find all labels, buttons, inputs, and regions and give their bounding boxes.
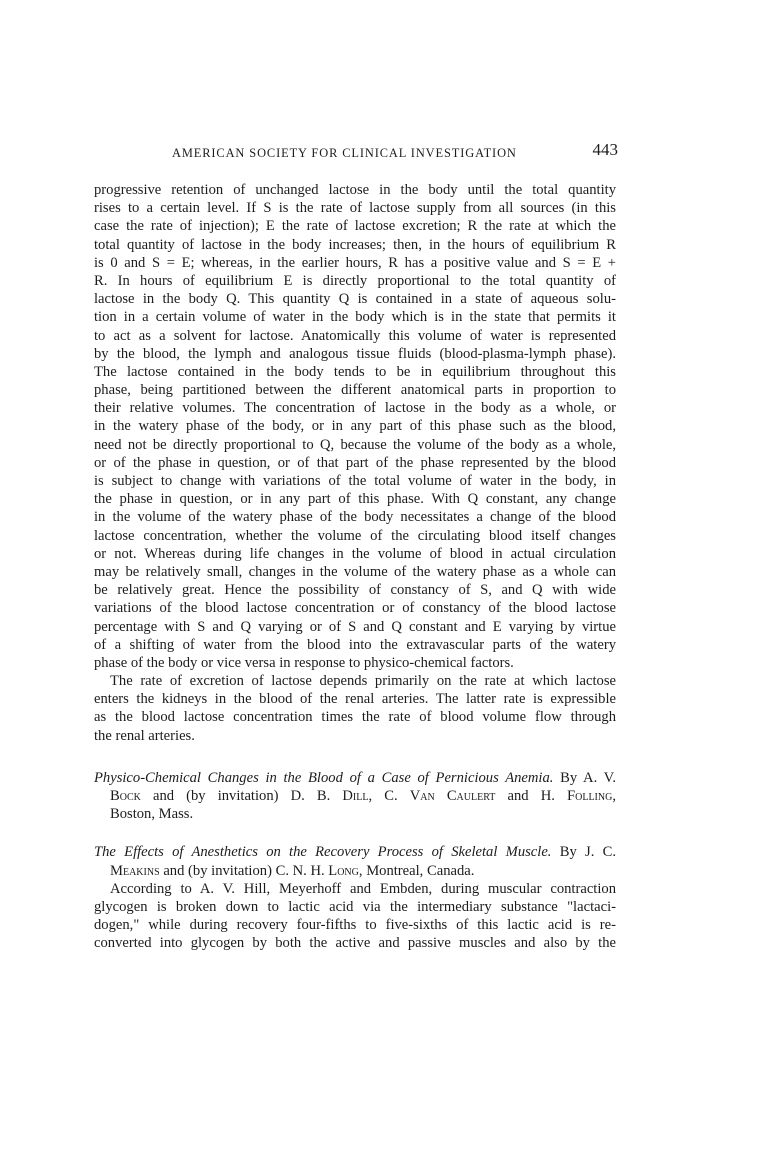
- text-line: to act as a solvent for lactose. Anatomically this volume of water is represented: [94, 327, 616, 344]
- text-line: their relative volumes. The concentration of lactose in the body as a whole, or: [94, 400, 616, 417]
- spacer: [94, 823, 616, 843]
- text-line: be relatively great. Hence the possibility of constancy of S, and Q with wide: [94, 582, 616, 599]
- author-line: [94, 862, 616, 880]
- author-name: Folling: [567, 788, 613, 804]
- text-line: progressive retention of unchanged lactose in the body until the total quantity: [94, 182, 616, 198]
- author-name: Meakins: [110, 862, 160, 879]
- text-line: need not be directly proportional to Q, because the volume of the body as a whole,: [94, 436, 616, 453]
- text-line: total quantity of lactose in the body increases; then, in the hours of equilibrium R: [94, 236, 616, 253]
- author-connector: and (by invitation) C. N. H.: [163, 862, 325, 879]
- text-line: variations of the blood lactose concentration or of constancy of the blood lactose: [94, 600, 616, 617]
- author-name: Dill: [342, 788, 369, 804]
- running-head: AMERICAN SOCIETY FOR CLINICAL INVESTIGATION: [172, 146, 517, 160]
- text-line: case the rate of injection); E the rate of lactose excretion; R the rate at which the: [94, 218, 616, 235]
- text-line: converted into glycogen by both the active and passive muscles and also by the: [94, 935, 616, 952]
- paragraph-lactose-equilibrium: [94, 181, 616, 672]
- abstract-anesthetics-muscle: [94, 843, 616, 952]
- text-line: According to A. V. Hill, Meyerhoff and Embden, during muscular contraction: [110, 880, 616, 897]
- page-body: [94, 181, 616, 953]
- text-line: lactose concentration, whether the volume of the circulating blood itself changes: [94, 527, 616, 544]
- abstract-title: Physico-Chemical Changes in the Blood of a Case of Pernicious Anemia.: [94, 769, 554, 786]
- text-line: enters the kidneys in the blood of the renal arteries. The latter rate is expressible: [94, 691, 616, 708]
- spacer: [94, 745, 616, 769]
- author-location: , Montreal, Canada.: [358, 862, 475, 879]
- text-line: phase, being partitioned between the different anatomical parts in proportion to: [94, 382, 616, 399]
- byline-start: By J. C.: [559, 844, 616, 861]
- text-line: glycogen is broken down to lactic acid via the intermediary substance "lactaci-: [94, 898, 616, 915]
- text-line: percentage with S and Q varying or of S and Q constant and E varying by virtue: [94, 618, 616, 635]
- text-line: by the blood, the lymph and analogous tissue fluids (blood-plasma-lymph phase).: [94, 345, 616, 362]
- author-line: Bock and (by invitation) D. B. Dill, C. Van Caulert and H. Folling,: [110, 788, 616, 804]
- text-line: the renal arteries.: [94, 727, 195, 744]
- text-line: the phase in question, or in any part of this phase. With Q constant, any change: [94, 491, 616, 508]
- text-line: The rate of excretion of lactose depends primarily on the rate at which lactose: [110, 673, 616, 690]
- byline-start: By A. V.: [560, 769, 616, 786]
- author-name: Van Caulert: [409, 788, 496, 804]
- text-line: phase of the body or vice versa in response to physico-chemical factors.: [94, 654, 514, 671]
- abstract-title-line: [94, 843, 616, 861]
- text-line: tion in a certain volume of water in the body which is in the state that permits it: [94, 309, 616, 326]
- text-line: in the volume of the watery phase of the body necessitates a change of the blood: [94, 509, 616, 526]
- author-connector: , C.: [368, 788, 398, 804]
- text-line: dogen," while during recovery four-fifths to five-sixths of this lactic acid is re-: [94, 917, 616, 934]
- abstract-title-line: [94, 769, 616, 787]
- author-name: Bock: [110, 788, 141, 804]
- author-connector: and (by invitation) D. B.: [152, 788, 331, 804]
- text-line: R. In hours of equilibrium E is directly proportional to the total quantity of: [94, 272, 616, 289]
- page-header: [94, 140, 632, 164]
- text-line: or not. Whereas during life changes in the volume of blood in actual circulation: [94, 545, 616, 562]
- text-line: is 0 and S = E; whereas, in the earlier hours, R has a positive value and S = E +: [94, 254, 616, 271]
- text-line: may be relatively small, changes in the volume of the watery phase as a whole can: [94, 563, 616, 580]
- author-connector: and H.: [507, 788, 555, 804]
- abstract-title: The Effects of Anesthetics on the Recovery Process of Skeletal Muscle.: [94, 844, 552, 861]
- paragraph-renal-excretion: [94, 672, 616, 745]
- text-line: lactose in the body Q. This quantity Q is contained in a state of aqueous solu-: [94, 291, 616, 308]
- text-line: in the watery phase of the body, or in any part of this phase such as the blood,: [94, 418, 616, 435]
- author-location: Boston, Mass.: [110, 806, 194, 823]
- author-name: Long: [328, 862, 359, 879]
- text-line: is subject to change with variations of the total volume of water in the body, in: [94, 473, 616, 489]
- text-line: as the blood lactose concentration times the rate of blood volume flow through: [94, 709, 616, 726]
- abstract-pernicious-anemia: [94, 769, 616, 824]
- text-line: of a shifting of water from the blood into the extravascular parts of the watery: [94, 636, 616, 653]
- page-number: 443: [592, 140, 618, 159]
- text-line: rises to a certain level. If S is the rate of lactose supply from all sources (in this: [94, 200, 616, 217]
- text-line: The lactose contained in the body tends to be in equilibrium throughout this: [94, 363, 616, 380]
- text-line: or of the phase in question, or of that part of the phase represented by the blood: [94, 454, 616, 471]
